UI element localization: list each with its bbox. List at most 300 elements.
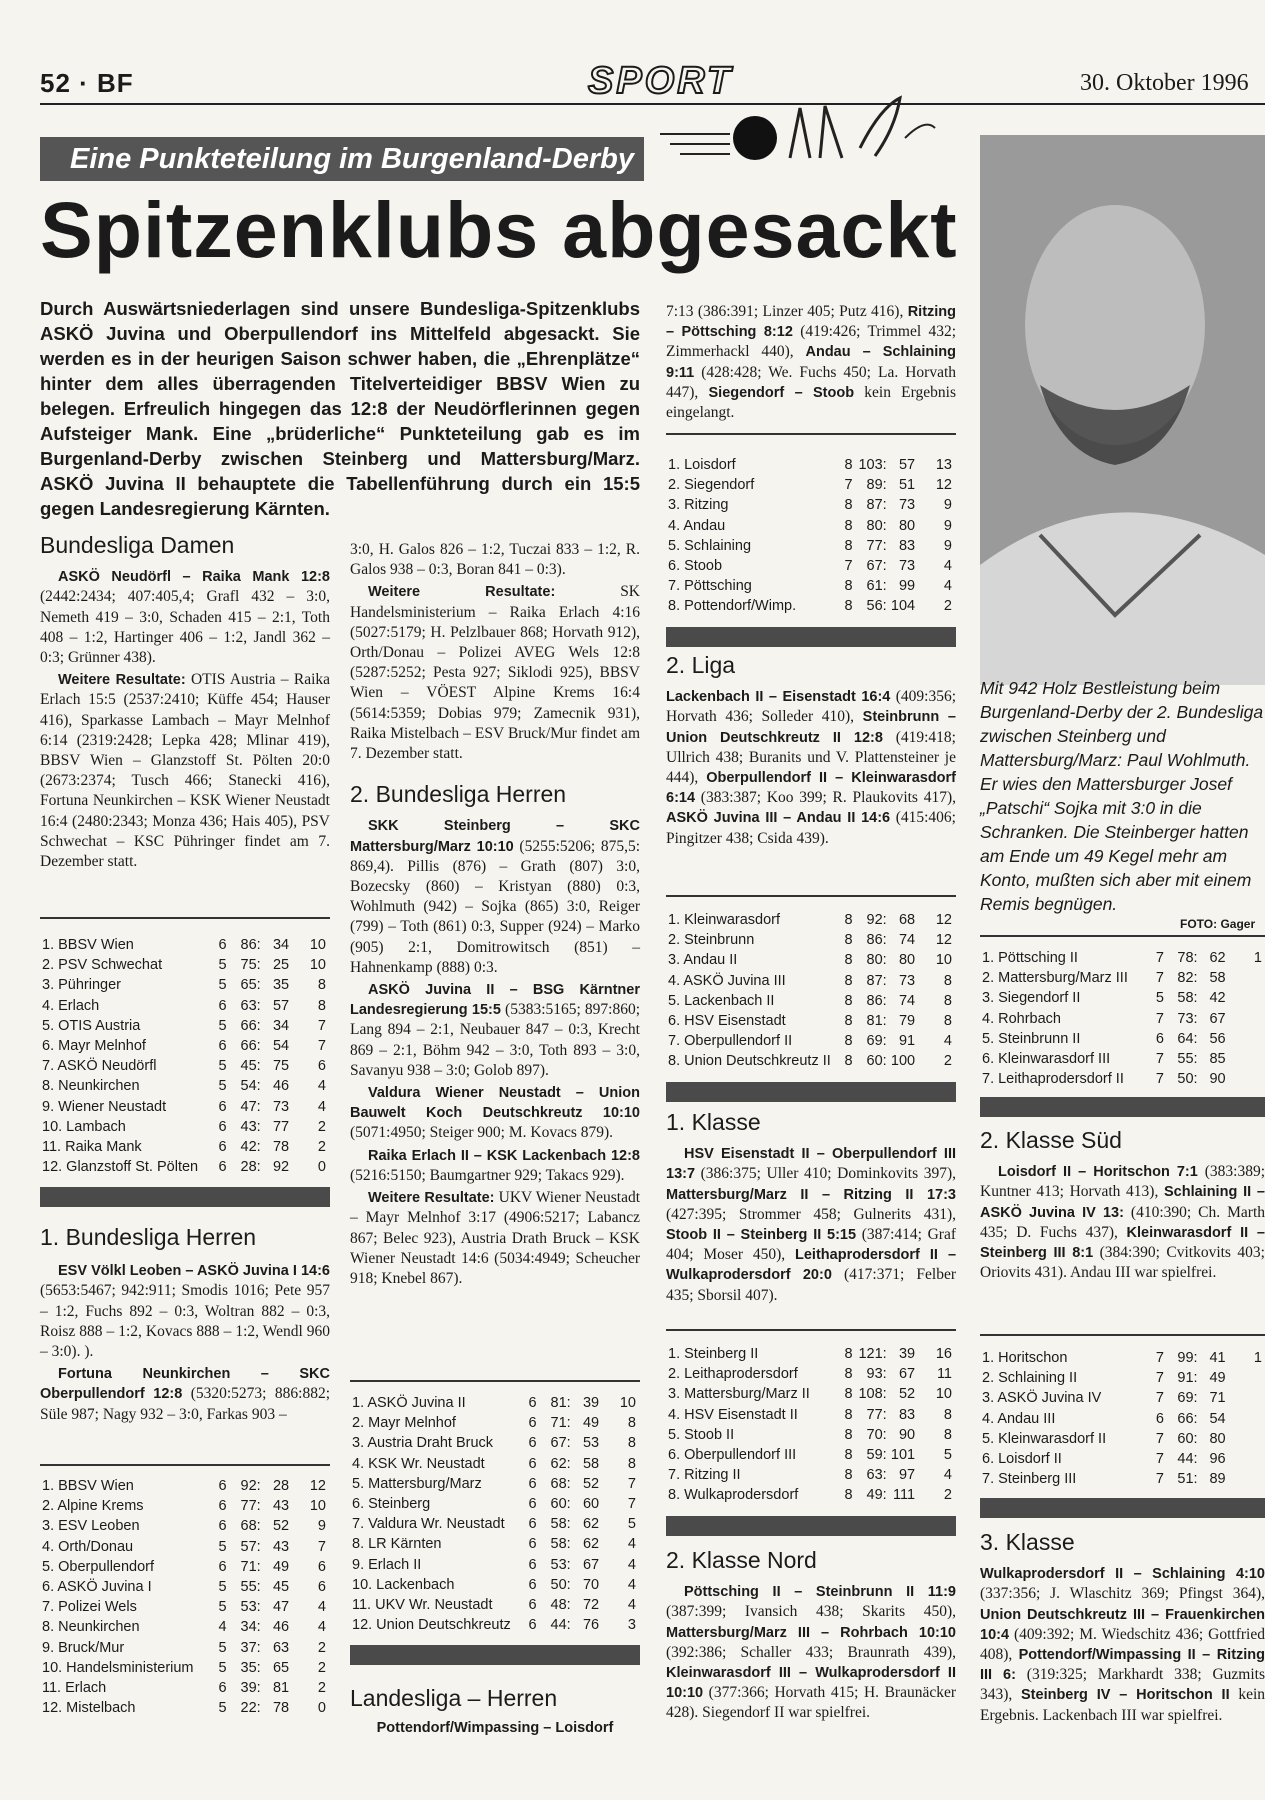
points-for: 86: (240, 937, 261, 954)
team-name: 6. Steinberg (352, 1496, 431, 1513)
team-name: 5. Kleinwarasdorf II (982, 1430, 1107, 1447)
team-name: 8. Union Deutschkreutz II (668, 1053, 831, 1070)
games: 5 (218, 1078, 227, 1095)
table-row (352, 1474, 636, 1494)
score: 4 (943, 578, 952, 595)
table-row (668, 1364, 952, 1384)
score: 10 (309, 1498, 326, 1515)
result-title: HSV Eisenstadt II – Oberpullendorf III 13:7 (666, 1146, 956, 1183)
table-row (982, 1029, 1262, 1049)
games: 8 (844, 912, 853, 929)
points-against: 67 (1209, 1010, 1226, 1027)
team-name: 7. Pöttsching (668, 578, 752, 595)
team-name: 12. Union Deutschkreutz (352, 1617, 511, 1634)
points-for: 51: (1177, 1471, 1198, 1488)
divider-bar (980, 1498, 1265, 1518)
pin-icon (820, 106, 842, 158)
games: 6 (528, 1435, 537, 1452)
points-for: 92: (866, 912, 887, 929)
games: 8 (844, 1447, 853, 1464)
result-text: (387:399; Ivansich 438; Skarits 450), (666, 1603, 956, 1621)
result-title: Loisdorf II – Horitschon 7:1 (998, 1164, 1198, 1181)
points-for: 77: (240, 1498, 261, 1515)
table-row (668, 516, 952, 536)
table-row (668, 991, 952, 1011)
score: 9 (943, 537, 952, 554)
table-row (982, 948, 1262, 968)
table-row (352, 1534, 636, 1554)
games: 5 (218, 977, 227, 994)
table-row (42, 1577, 326, 1597)
points-for: 70: (866, 1426, 887, 1443)
table-2-klasse-sued (982, 1348, 1262, 1489)
score: 8 (943, 992, 952, 1009)
points-against: 57 (272, 997, 290, 1014)
table-row (42, 1516, 326, 1536)
pin-icon (790, 108, 810, 158)
points-against: 49 (272, 1558, 290, 1575)
games: 5 (218, 1058, 227, 1075)
result-text: (417:371; Felber 435; Sborsil 407). (666, 1266, 956, 1304)
result-title: Mattersburg/Marz III – Rohrbach 10:10 (666, 1624, 956, 1641)
team-name: 7. Valdura Wr. Neustadt (352, 1516, 505, 1533)
score: 4 (317, 1619, 326, 1636)
games: 8 (844, 517, 853, 534)
team-name: 5. Lackenbach II (668, 992, 775, 1009)
points-against: 34 (272, 1017, 290, 1034)
bowling-ball-icon (733, 116, 777, 160)
team-name: 3. Andau II (668, 952, 738, 969)
games: 8 (844, 1013, 853, 1030)
score: 12 (935, 932, 952, 949)
points-against: 78 (272, 1700, 290, 1717)
column-2 (350, 540, 640, 1291)
score: 4 (317, 1599, 326, 1616)
result-text: (5071:4950; Steiger 900; M. Kovacs 879). (350, 1124, 614, 1142)
result-title: Pottendorf/Wimpassing II – Ritzing III 6: (980, 1647, 1265, 1684)
table-row (42, 996, 326, 1016)
games: 8 (844, 1053, 853, 1070)
result-title: Weitere Resultate: (368, 1190, 495, 1207)
result-text: 7:13 (386:391; Linzer 405; Putz 416), (666, 303, 904, 320)
heading-2-bundesliga-herren: 2. Bundesliga Herren (350, 781, 567, 808)
score: 7 (627, 1496, 636, 1513)
table-row (42, 1678, 326, 1698)
table-row (982, 1469, 1262, 1489)
games: 7 (1155, 1390, 1164, 1407)
team-name: 5. Stoob II (668, 1426, 735, 1443)
games: 4 (218, 1619, 227, 1636)
team-name: 7. Polizei Wels (42, 1599, 137, 1616)
table-row (668, 1031, 952, 1051)
team-name: 9. Erlach II (352, 1556, 422, 1573)
score: 7 (317, 1038, 326, 1055)
points-against: 75 (272, 1058, 290, 1075)
score: 1 (1253, 1350, 1262, 1367)
team-name: 3. Austria Draht Bruck (352, 1435, 494, 1452)
points-for: 108: (858, 1386, 887, 1403)
team-name: 8. Neunkirchen (42, 1619, 140, 1636)
points-for: 69: (1177, 1390, 1198, 1407)
games: 5 (218, 1579, 227, 1596)
result-title: Lackenbach II – Eisenstadt 16:4 (666, 689, 891, 706)
points-for: 61: (866, 578, 887, 595)
points-against: 52 (898, 1386, 916, 1403)
score: 16 (935, 1346, 952, 1363)
points-for: 67: (550, 1435, 571, 1452)
kicker-bar: Eine Punkteteilung im Burgenland-Derby (40, 137, 644, 181)
points-against: 74 (898, 932, 916, 949)
table-2-klasse-nord (982, 948, 1262, 1089)
games: 7 (844, 477, 853, 494)
score: 4 (627, 1536, 636, 1553)
table-rule (350, 1380, 640, 1382)
games: 8 (844, 952, 853, 969)
result-text: (409:356; Horvath 436; Solleder 410), (666, 688, 957, 726)
games: 7 (1155, 970, 1164, 987)
points-for: 44: (1177, 1451, 1198, 1468)
score: 5 (627, 1516, 636, 1533)
section-title: SPORT (588, 60, 734, 102)
team-name: 3. Pühringer (42, 977, 121, 994)
table-row (982, 1388, 1262, 1408)
table-row (668, 596, 952, 616)
points-for: 34: (240, 1619, 261, 1636)
points-against: 57 (898, 457, 916, 474)
result-text: UKV Wiener Neustadt – Mayr Melnhof 3:17 (4906:5217; Labancz 867; Belec 923), Austria Drath Bruck – KSK Wiener Neustadt 14:6 (5034:4949; Scheucher 918; Knebel 867). (350, 1189, 641, 1287)
points-against: 34 (272, 937, 290, 954)
score: 7 (627, 1475, 636, 1492)
score: 2 (317, 1679, 326, 1696)
points-for: 35: (240, 1659, 261, 1676)
table-row (42, 1698, 326, 1718)
team-name: 1. Horitschon (982, 1350, 1068, 1367)
team-name: 7. Ritzing II (668, 1467, 741, 1484)
score: 9 (943, 517, 952, 534)
points-for: 44: (550, 1617, 571, 1634)
score (1226, 1409, 1262, 1429)
points-against: 81 (272, 1679, 290, 1696)
result-text: (387:414; Graf 404; Moser 450), (666, 1226, 957, 1264)
points-against: 77 (272, 1118, 290, 1135)
team-name: 3. Mattersburg/Marz II (668, 1386, 810, 1403)
score: 4 (317, 1098, 326, 1115)
table-row (42, 1157, 326, 1177)
table-row (352, 1575, 636, 1595)
table-1-klasse (668, 1344, 952, 1506)
points-against: 65 (272, 1659, 290, 1676)
table-row (668, 556, 952, 576)
result-title: Weitere Resultate: (368, 584, 556, 601)
points-against: 67 (582, 1556, 600, 1573)
score (1226, 1069, 1262, 1089)
table-rule (666, 1329, 956, 1331)
table-row (42, 1658, 326, 1678)
games: 8 (844, 992, 853, 1009)
games: 8 (844, 1346, 853, 1363)
games: 5 (218, 1659, 227, 1676)
divider-bar (350, 1645, 640, 1665)
points-for: 28: (240, 1159, 261, 1176)
result-text: (428:428; We. Fuchs 450; La. Horvath 447), (666, 363, 957, 401)
team-name: 7. Steinberg III (982, 1471, 1077, 1488)
result-title: Siegendorf – Stoob (708, 384, 855, 401)
games: 7 (1155, 1350, 1164, 1367)
team-name: 9. Bruck/Mur (42, 1639, 125, 1656)
team-name: 4. Orth/Donau (42, 1538, 134, 1555)
result-title: Fortuna Neunkirchen – SKC Oberpullendorf 12:8 (40, 1366, 330, 1403)
score: 4 (943, 1467, 952, 1484)
points-for: 75: (240, 957, 261, 974)
table-row (668, 455, 952, 475)
table-1-bundesliga-herren (42, 1476, 326, 1718)
points-against: 39 (582, 1395, 600, 1412)
score: 0 (317, 1159, 326, 1176)
team-name: 10. Lackenbach (352, 1576, 455, 1593)
table-rule (980, 1334, 1265, 1336)
points-for: 69: (866, 1033, 887, 1050)
result-text: kein Ergebnis eingelangt. (666, 383, 956, 422)
games: 8 (844, 932, 853, 949)
table-rule (666, 895, 956, 897)
table-row (668, 495, 952, 515)
team-name: 2. Mayr Melnhof (352, 1415, 456, 1432)
points-against: 70 (582, 1576, 600, 1593)
table-row (982, 968, 1262, 988)
table-row (42, 975, 326, 995)
result-title: Steinbrunn – Union Deutschkreutz II 12:8 (666, 709, 956, 746)
points-for: 37: (240, 1639, 261, 1656)
score: 6 (317, 1058, 326, 1075)
heading-landesliga-herren: Landesliga – Herren (350, 1685, 558, 1711)
points-against: 51 (898, 477, 916, 494)
score: 10 (309, 937, 326, 954)
result-title: Ritzing – Pöttsching 8:12 (666, 304, 957, 341)
points-for: 63: (866, 1467, 887, 1484)
result-text: SK Handelsministerium – Raika Erlach 4:16 (5027:5179; H. Pelzlbauer 868; Horvath 912), Orth/Donau – Polizei AVEG Wels 12:8 (5287:5252; Pesta 927; Siklodi 925), BBSV Wien – VÖEST Alpine Krems 16:4 (5614:5359; Dobias 979; Zamecnik 931), Raika Mistelbach – ESV Bruck/Mur findet am 7. Dezember statt. (350, 583, 641, 763)
points-against: 74 (898, 992, 916, 1009)
score: 6 (317, 1579, 326, 1596)
score: 9 (317, 1518, 326, 1535)
points-against: 83 (898, 537, 916, 554)
divider-bar (666, 627, 956, 647)
table-row (42, 1537, 326, 1557)
points-for: 63: (240, 997, 261, 1014)
games: 8 (844, 1386, 853, 1403)
score: 10 (309, 957, 326, 974)
table-row (42, 935, 326, 955)
table-row (42, 1056, 326, 1076)
points-against: 67 (898, 1366, 916, 1383)
score (1226, 1429, 1262, 1449)
score: 11 (936, 1366, 952, 1383)
column-2b (350, 1685, 640, 1740)
result-title: Andau – Schlaining 9:11 (666, 344, 957, 381)
points-against: 71 (1209, 1390, 1226, 1407)
team-name: 2. Mattersburg/Marz III (982, 970, 1128, 987)
table-row (668, 1485, 952, 1505)
team-name: 5. Steinbrunn II (982, 1030, 1081, 1047)
points-for: 103: (858, 457, 887, 474)
heading-1-bundesliga-herren: 1. Bundesliga Herren (40, 1224, 257, 1250)
score: 10 (935, 1386, 952, 1403)
result-text: 3:0, H. Galos 826 – 1:2, Tuczai 833 – 1:2, R. Galos 938 – 0:3, Boran 841 – 0:3). (350, 541, 640, 579)
table-row (668, 1405, 952, 1425)
table-row (668, 1445, 952, 1465)
result-text: (384:390; Cvitkovits 403; Oriovits 431). Andau III war spielfrei. (980, 1244, 1265, 1282)
team-name: 2. PSV Schwechat (42, 957, 163, 974)
column-3c (666, 1109, 957, 1308)
games: 7 (1155, 1010, 1164, 1027)
table-row (668, 475, 952, 495)
points-for: 82: (1177, 970, 1198, 987)
points-against: 58 (1209, 970, 1226, 987)
table-row (668, 930, 952, 950)
result-title: ESV Völkl Leoben – ASKÖ Juvina I 14:6 (58, 1263, 330, 1280)
points-for: 87: (866, 972, 887, 989)
games: 7 (1155, 1051, 1164, 1068)
points-for: 49: (866, 1487, 887, 1504)
pin-icon (905, 125, 935, 138)
result-title: ASKÖ Juvina II – BSG Kärntner Landesregierung 15:5 (350, 982, 640, 1019)
points-against: 80 (1209, 1430, 1226, 1447)
points-against: 73 (898, 497, 916, 514)
games: 6 (218, 937, 227, 954)
result-text: (5383:5165; 897:860; Lang 894 – 2:1, Neubauer 847 – 0:3, Krecht 869 – 2:1, Böhm 942 – 3:0, Toth 893 – 3:0, Savanyu 938 – 3:0; Golob 897). (350, 1001, 641, 1079)
table-row (668, 1344, 952, 1364)
games: 6 (1155, 1030, 1164, 1047)
games: 6 (218, 1038, 227, 1055)
games: 6 (528, 1617, 537, 1634)
games: 8 (844, 1426, 853, 1443)
result-text: (415:406; Pingitzer 438; Csida 439). (666, 809, 956, 847)
score: 1 (1253, 950, 1262, 967)
points-against: 45 (272, 1579, 290, 1596)
score (1226, 1469, 1262, 1489)
points-for: 68: (240, 1518, 261, 1535)
score: 13 (935, 457, 952, 474)
table-row (668, 1384, 952, 1404)
games: 6 (528, 1576, 537, 1593)
points-against: 62 (582, 1536, 600, 1553)
table-row (668, 1051, 952, 1071)
points-for: 68: (550, 1475, 571, 1492)
column-1b (40, 1224, 331, 1427)
result-text: (383:389; Kuntner 413; Horvath 413), (980, 1163, 1265, 1201)
points-for: 81: (550, 1395, 571, 1412)
team-name: 8. Neunkirchen (42, 1078, 140, 1095)
points-against: 35 (272, 977, 290, 994)
result-title: Raika Erlach II – KSK Lackenbach 12:8 (368, 1147, 640, 1164)
points-for: 77: (866, 537, 887, 554)
points-against: 79 (898, 1013, 916, 1030)
result-title: Pöttsching II – Steinbrunn II 11:9 (684, 1584, 956, 1601)
points-against: 47 (272, 1599, 290, 1616)
table-row (352, 1555, 636, 1575)
score: 8 (317, 997, 326, 1014)
points-for: 62: (550, 1455, 571, 1472)
games: 5 (218, 1599, 227, 1616)
score (1226, 1029, 1262, 1049)
table-row (42, 1638, 326, 1658)
points-for: 66: (240, 1038, 261, 1055)
score (1226, 1368, 1262, 1388)
points-against: 100 (890, 1053, 916, 1070)
table-rule (40, 1464, 330, 1466)
points-for: 91: (1177, 1370, 1198, 1387)
points-for: 55: (1177, 1051, 1198, 1068)
team-name: 1. Steinberg II (668, 1346, 759, 1363)
games: 6 (528, 1395, 537, 1412)
games: 5 (218, 957, 227, 974)
score: 2 (943, 1487, 952, 1504)
table-row (982, 1009, 1262, 1029)
divider-bar (40, 1187, 330, 1207)
team-name: 6. Mayr Melnhof (42, 1038, 146, 1055)
team-name: 6. ASKÖ Juvina I (42, 1579, 152, 1596)
divider-bar (666, 1516, 956, 1536)
table-row (982, 988, 1262, 1008)
games: 6 (218, 1118, 227, 1135)
table-rule (40, 917, 330, 919)
score: 8 (627, 1455, 636, 1472)
points-for: 58: (550, 1536, 571, 1553)
table-row (982, 1069, 1262, 1089)
points-against: 56 (1209, 1030, 1226, 1047)
score: 12 (935, 912, 952, 929)
player-photo (980, 135, 1265, 685)
points-for: 59: (866, 1447, 887, 1464)
table-row (982, 1429, 1262, 1449)
team-name: 7. Leithaprodersdorf II (982, 1071, 1124, 1088)
games: 8 (844, 457, 853, 474)
table-row (668, 536, 952, 556)
points-for: 50: (550, 1576, 571, 1593)
heading-2-liga: 2. Liga (666, 652, 736, 678)
result-title: Valdura Wiener Neustadt – Union Bauwelt Koch Deutschkreutz 10:10 (350, 1085, 640, 1122)
points-for: 56: (866, 598, 887, 615)
table-row (668, 576, 952, 596)
score: 10 (935, 952, 952, 969)
points-for: 42: (240, 1138, 261, 1155)
points-for: 81: (866, 1013, 887, 1030)
result-title: Leithaprodersdorf II – Wulkaprodersdorf 20:0 (666, 1247, 957, 1284)
table-row (42, 1097, 326, 1117)
result-title: Union Deutschkreutz III – Frauenkirchen 10:4 (980, 1606, 1265, 1643)
result-text: kein Ergebnis. Lackenbach III war spielfrei. (980, 1686, 1265, 1724)
table-2-liga (668, 910, 952, 1072)
score: 8 (317, 977, 326, 994)
points-for: 86: (866, 992, 887, 1009)
points-against: 39 (898, 1346, 916, 1363)
games: 8 (844, 1033, 853, 1050)
result-title: Stoob II – Steinberg II 5:15 (666, 1227, 857, 1244)
score: 8 (943, 1013, 952, 1030)
team-name: 8. Pottendorf/Wimp. (668, 598, 797, 615)
points-against: 49 (582, 1415, 600, 1432)
table-row (668, 1011, 952, 1031)
points-for: 50: (1177, 1071, 1198, 1088)
team-name: 6. Kleinwarasdorf III (982, 1051, 1111, 1068)
result-title: Pottendorf/Wimpassing – Loisdorf (376, 1720, 614, 1737)
points-against: 111 (893, 1487, 916, 1504)
score: 3 (627, 1617, 636, 1634)
points-against: 62 (582, 1516, 600, 1533)
table-row (42, 1617, 326, 1637)
team-name: 1. Pöttsching II (982, 950, 1078, 967)
points-against: 25 (272, 957, 290, 974)
points-against: 96 (1209, 1451, 1226, 1468)
